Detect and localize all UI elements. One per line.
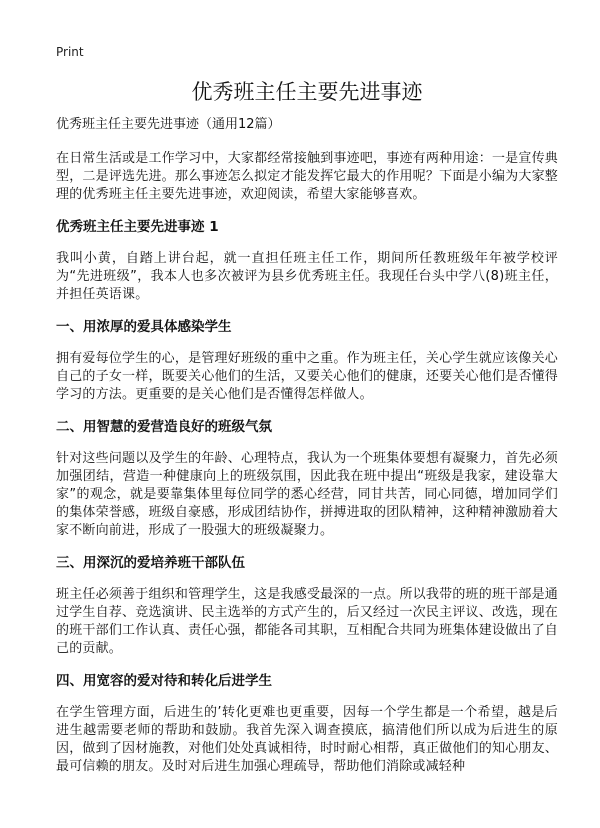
section-4-paragraph: 在学生管理方面，后进生的’转化更难也更重要，因每一个学生都是一个希望，越是后进生越需要老师的帮助和鼓励。我首先深入调查摸底，搞清他们所以成为后进生的原因，做到了因材施教，对他们处处真诚相待，时时耐心相帮，真正做他们的知心朋友、最可信赖的朋友。及时对后进生加强心理疏导，帮助他们消除或减轻种 <box>56 705 558 774</box>
section-1-heading: 一、用浓厚的爱具体感染学生 <box>56 319 232 335</box>
article-intro-paragraph: 我叫小黄，自踏上讲台起，就一直担任班主任工作，期间所任教班级年年被学校评为“先进班级”，我本人也多次被评为县乡优秀班主任。我现任台头中学八(8)班主任，并担任英语课。 <box>56 251 558 302</box>
print-link[interactable]: Print <box>56 45 84 59</box>
section-3-paragraph: 班主任必须善于组织和管理学生，这是我感受最深的一点。所以我带的班的班干部是通过学生自荐、竞选演讲、民主选举的方式产生的，后又经过一次民主评议、改选，现在的班干部们工作认真、责任心强，都能各司其职，互相配合共同为班集体建设做出了自己的贡献。 <box>56 587 558 656</box>
section-2-heading: 二、用智慧的爱营造良好的班级气氛 <box>56 419 272 435</box>
section-1-paragraph: 拥有爱每位学生的心，是管理好班级的重中之重。作为班主任，关心学生就应该像关心自己的子女一样，既要关心他们的生活，又要关心他们的健康，还要关心他们是否懂得学习的方法。更重要的是关心他们是否懂得怎样做人。 <box>56 351 558 402</box>
article-heading: 优秀班主任主要先进事迹 1 <box>56 219 219 235</box>
section-3-heading: 三、用深沉的爱培养班干部队伍 <box>56 555 245 571</box>
section-2-paragraph: 针对这些问题以及学生的年龄、心理特点，我认为一个班集体要想有凝聚力，首先必须加强团结，营造一种健康向上的班级氛围，因此我在班中提出“班级是我家，建设靠大家”的观念，就是要靠集体里每位同学的悉心经营，同甘共苦，同心同德，增加同学们的集体荣誉感，班级自豪感，形成团结协作，拼搏进取的团队精神，这种精神激励着大家不断向前进，形成了一股强大的班级凝聚力。 <box>56 451 558 538</box>
document-subtitle: 优秀班主任主要先进事迹（通用12篇） <box>56 117 281 132</box>
section-4-heading: 四、用宽容的爱对待和转化后进学生 <box>56 673 272 689</box>
intro-paragraph: 在日常生活或是工作学习中，大家都经常接触到事迹吧，事迹有两种用途：一是宣传典型，二是评选先进。那么事迹怎么拟定才能发挥它最大的作用呢？下面是小编为大家整理的优秀班主任主要先进事迹，欢迎阅读，希望大家能够喜欢。 <box>56 151 558 202</box>
document-title: 优秀班主任主要先进事迹 <box>191 80 423 104</box>
